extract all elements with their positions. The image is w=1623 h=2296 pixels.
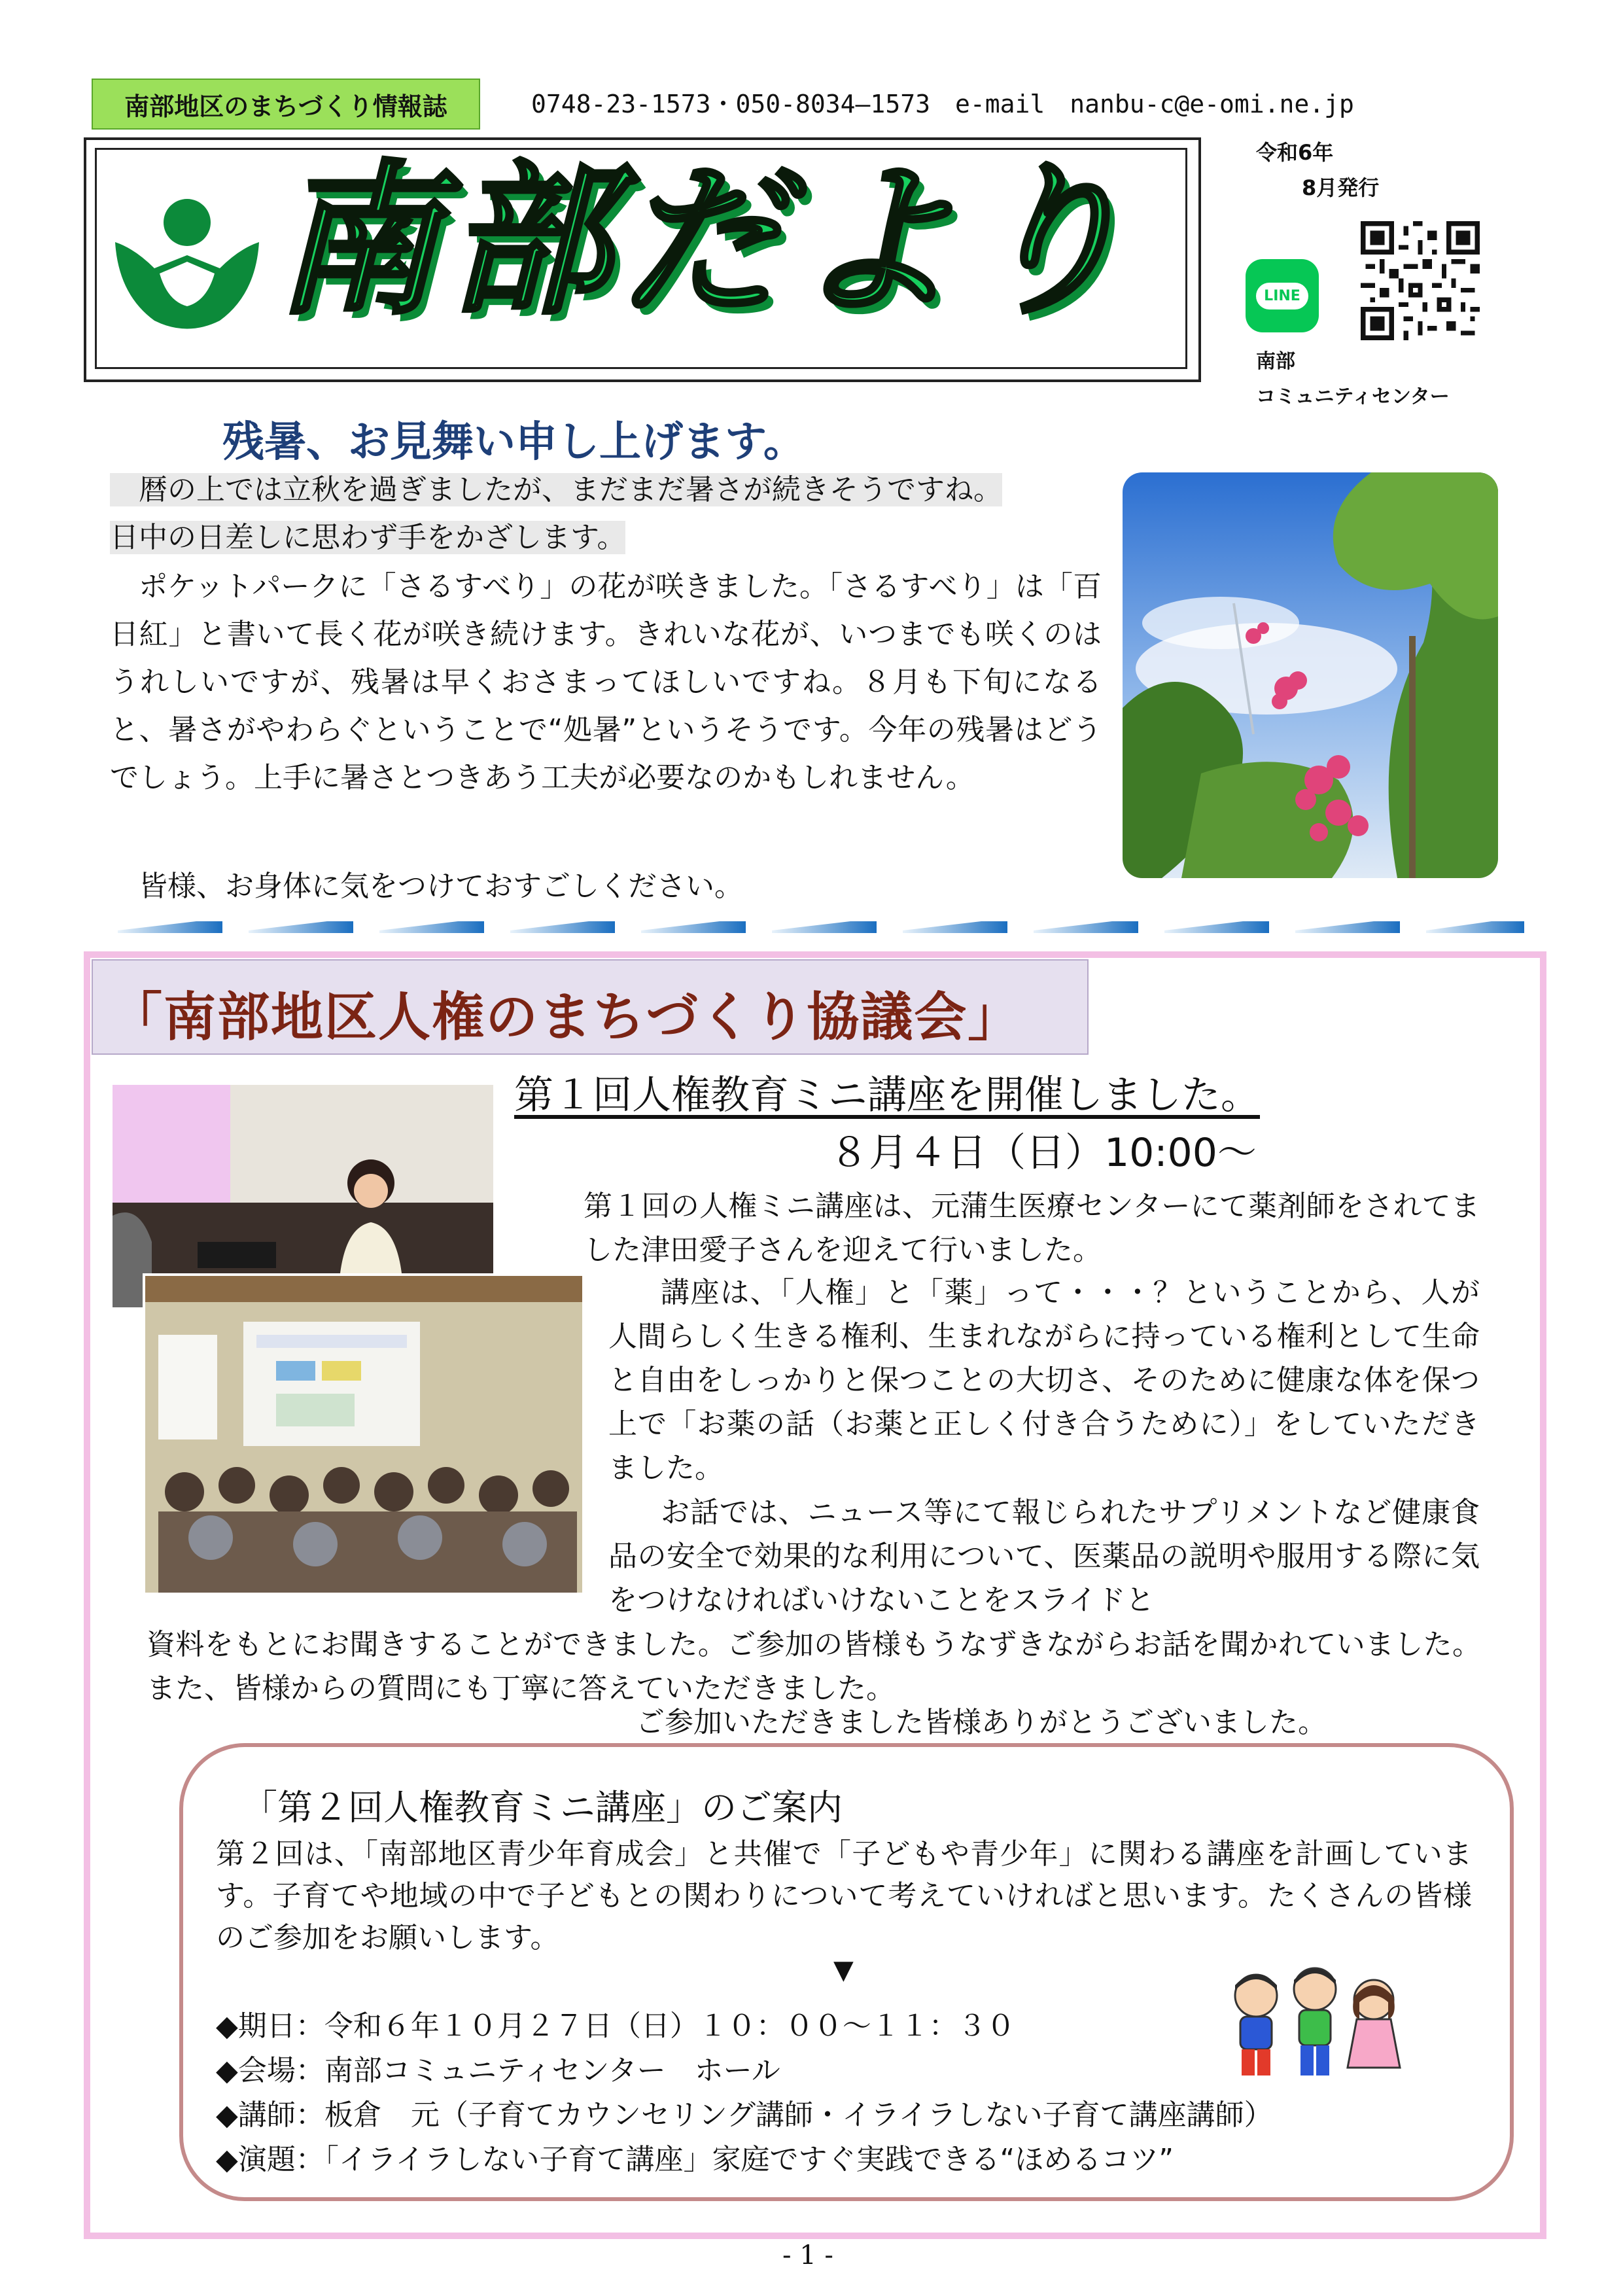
page-number: - 1 - xyxy=(782,2240,833,2270)
lecture1-thanks: ご参加いただきました皆様ありがとうございました。 xyxy=(636,1706,1327,1739)
qr-code-icon[interactable] xyxy=(1361,221,1480,340)
council-title: 「南部地区人権のまちづくり協議会」 xyxy=(110,987,1022,1048)
greeting-paragraph-3: 皆様、お身体に気をつけておすごしください。 xyxy=(139,870,743,903)
district-emblem-icon xyxy=(109,196,266,334)
crape-myrtle-photo xyxy=(1123,472,1498,878)
issue-era: 令和6年 xyxy=(1256,140,1334,165)
lecture1-paragraph-3-continued: 資料をもとにお聞きすることができました。ご参加の皆様もうなずきながらお話を聞かれていました。また、皆様からの質問にも丁寧に答えていただきました。 xyxy=(147,1628,1481,1705)
lecture2-topic-detail: ◆演題：「イライラしない子育て講座」家庭ですぐ実践できる“ほめるコツ” xyxy=(216,2143,1174,2176)
lecture2-title: 「第２回人権教育ミニ講座」のご案内 xyxy=(242,1787,843,1828)
contact-info: 0748-23-1573・050-8034―1573 e-mail nanbu-c@e-omi.ne.jp xyxy=(531,90,1354,118)
magazine-label-text: 南部地区のまちづくり情報誌 xyxy=(124,92,447,121)
lecture1-paragraph-3: お話では、ニュース等にて報じられたサプリメントなど健康食品の安全で効果的な利用について、医薬品の説明や服用する際に気をつけなければいけないことをスライドと xyxy=(608,1496,1480,1617)
lecture-hall-photo xyxy=(143,1273,585,1595)
line-app-icon[interactable] xyxy=(1246,259,1319,332)
lecture1-paragraph-1: 第１回の人権ミニ講座は、元蒲生医療センターにて薬剤師をされてました津田愛子さんを迎えて行いました。 xyxy=(584,1190,1480,1267)
greeting-line-2: 日中の日差しに思わず手をかざします。 xyxy=(110,521,626,554)
greeting-title: 残暑、お見舞い申し上げます。 xyxy=(222,418,805,467)
section-divider xyxy=(118,919,1524,934)
greeting-line-1: 暦の上では立秋を過ぎましたが、まだまだ暑さが続きそうですね。 xyxy=(110,473,1002,506)
greeting-paragraph-2: ポケットパークに「さるすべり」の花が咲きました。「さるすべり」は「百日紅」と書いて長く花が咲き続けます。きれいな花が、いつまでも咲くのはうれしいですが、残暑は早くおさまってほしいですね。８月も下旬になると、暑さがやわらぐということで“処暑”というそうです。今年の残暑はどうでしょう。上手に暑さとつきあう工夫が必要なのかもしれません。 xyxy=(110,570,1102,794)
lecture1-title: 第１回人権教育ミニ講座を開催しました。 xyxy=(514,1072,1260,1118)
lecture2-date-detail: ◆期日：令和６年１０月２７日（日）１０：００～１１：３０ xyxy=(216,2009,1015,2043)
issue-date xyxy=(1256,135,1379,205)
children-illustration xyxy=(1217,1956,1413,2087)
down-arrow-icon: ▼ xyxy=(833,1955,854,1985)
lecture2-lecturer-detail: ◆講師：板倉 元（子育てカウンセリング講師・イライラしない子育て講座講師） xyxy=(216,2098,1273,2132)
lecture2-venue-detail: ◆会場：南部コミュニティセンター ホール xyxy=(216,2054,780,2087)
magazine-label xyxy=(92,79,480,130)
lecture2-intro: 第２回は、「南部地区青少年育成会」と共催で「子どもや青少年」に関わる講座を計画しています。子育てや地域の中で子どもとの関わりについて考えていければと思います。たくさんの皆様のご参加をお願いします。 xyxy=(216,1837,1472,1954)
line-icon-label: LINE xyxy=(1256,283,1308,309)
greeting-paragraph-1 xyxy=(110,466,1102,561)
lecture1-date: ８月４日（日）10:00～ xyxy=(829,1130,1257,1176)
issue-month: 8月発行 xyxy=(1302,175,1380,200)
center-name-line2: コミュニティセンター xyxy=(1256,385,1450,408)
center-name-line1: 南部 xyxy=(1256,350,1295,373)
masthead-title: 南部だより xyxy=(275,146,1138,336)
lecture1-paragraph-2: 講座は、「人権」と「薬」って・・・？ということから、人が人間らしく生きる権利、生まれながらに持っている権利として生命と自由をしっかりと保つことの大切さ、そのために健康な体を保つ上で「お薬の話（お薬と正しく付き合うために）」をしていただきました。 xyxy=(608,1276,1480,1485)
community-center-name xyxy=(1256,344,1450,415)
